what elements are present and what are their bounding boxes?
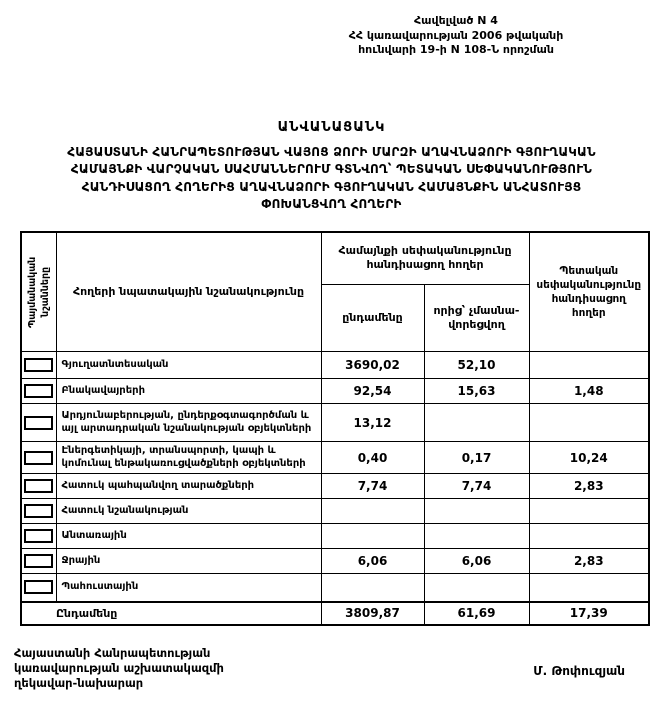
- legend-cell: [21, 524, 56, 549]
- value-non-privatizable: [424, 404, 529, 442]
- value-total: 6,06: [321, 549, 424, 574]
- table-row: [21, 499, 649, 524]
- subtitle-line-4: ՓՈԽԱՆՑՎՈՂ ՀՈՂԵՐԻ: [261, 197, 402, 211]
- subtitle-line-3: ՀԱՆԴԻՍԱՑՈՂ ՀՈՂԵՐԻՑ ԱՂԱՎՆԱՁՈՐԻ ԳՅՈՒՂԱԿԱՆ ՀԱՄԱՅՆՔԻՆ ԱՆՀԱՏՈՒՅՑ: [81, 179, 582, 194]
- signature-block: [14, 646, 625, 691]
- land-category-name: Բնակավայրերի: [56, 379, 321, 404]
- value-total: 92,54: [321, 379, 424, 404]
- col-header-state: Պետական սեփականությունը հանդիսացող հողեր: [529, 232, 649, 352]
- value-total: 7,74: [321, 474, 424, 499]
- value-state: 2,83: [529, 549, 649, 574]
- table-row: [21, 404, 649, 442]
- legend-cell: [21, 352, 56, 379]
- total-value-state: 17,39: [529, 602, 649, 625]
- page-subtitle: [0, 144, 663, 214]
- value-non-privatizable: 15,63: [424, 379, 529, 404]
- legend-cell: [21, 404, 56, 442]
- value-state: [529, 499, 649, 524]
- signatory-title-line-1: Հայաստանի Հանրապետության: [14, 645, 211, 660]
- legend-cell: [21, 474, 56, 499]
- col-header-community-group: Համայնքի սեփականությունը հանդիսացող հողեր: [321, 232, 529, 285]
- table-row: [21, 352, 649, 379]
- annex-line-1: Հավելված N 4: [414, 14, 498, 27]
- land-transfer-table: [20, 231, 650, 626]
- value-non-privatizable: 0,17: [424, 442, 529, 474]
- land-category-name: Ջրային: [56, 549, 321, 574]
- signatory-title: [14, 646, 224, 691]
- legend-box: [24, 416, 53, 430]
- total-label: Ընդամենը: [21, 602, 321, 625]
- subtitle-line-1: ՀԱՅԱՍՏԱՆԻ ՀԱՆՐԱՊԵՏՈՒԹՅԱՆ ՎԱՅՈՑ ՁՈՐԻ ՄԱՐԶԻ ԱՂԱՎՆԱՁՈՐԻ ԳՅՈՒՂԱԿԱՆ: [67, 144, 596, 159]
- value-non-privatizable: [424, 574, 529, 602]
- annex-line-2: ՀՀ կառավարության 2006 թվականի: [348, 28, 564, 42]
- value-total: [321, 524, 424, 549]
- value-state: [529, 404, 649, 442]
- table-row: [21, 549, 649, 574]
- total-value-total: 3809,87: [321, 602, 424, 625]
- annex-line-3: հունվարի 19-ի N 108-Ն որոշման: [358, 43, 554, 56]
- legend-box: [24, 554, 53, 568]
- value-non-privatizable: [424, 524, 529, 549]
- land-category-name: Արդյունաբերության, ընդերքօգտագործման և այլ արտադրական նշանակության օբյեկտների: [56, 404, 321, 442]
- land-category-name: Գյուղատնտեսական: [56, 352, 321, 379]
- value-non-privatizable: 6,06: [424, 549, 529, 574]
- land-category-name: Անտառային: [56, 524, 321, 549]
- col-header-symbols-label: Պայմանական նշանները: [26, 256, 51, 328]
- value-state: 10,24: [529, 442, 649, 474]
- table-row: [21, 379, 649, 404]
- table-row: [21, 574, 649, 602]
- land-category-name: Հատուկ պահպանվող տարածքների: [56, 474, 321, 499]
- value-state: [529, 352, 649, 379]
- value-total: [321, 574, 424, 602]
- col-header-total: ընդամենը: [321, 285, 424, 352]
- signatory-name: Մ. Թոփուզյան: [533, 663, 625, 678]
- land-category-name: Պահուստային: [56, 574, 321, 602]
- value-total: [321, 499, 424, 524]
- col-header-symbols: [21, 232, 56, 352]
- value-total: 13,12: [321, 404, 424, 442]
- value-state: [529, 524, 649, 549]
- legend-cell: [21, 499, 56, 524]
- table-row: [21, 474, 649, 499]
- legend-box: [24, 580, 53, 594]
- page-title: ԱՆՎԱՆԱՑԱՆԿ: [277, 119, 386, 135]
- value-state: 2,83: [529, 474, 649, 499]
- subtitle-line-2: ՀԱՄԱՅՆՔԻ ՎԱՐՉԱԿԱՆ ՍԱՀՄԱՆՆԵՐՈՒՄ ԳՏՆՎՈՂ՝ ՊԵՏԱԿԱՆ ՍԵՓԱԿԱՆՈՒԹՅՈՒՆ: [70, 162, 593, 176]
- value-total: 3690,02: [321, 352, 424, 379]
- legend-box: [24, 358, 53, 372]
- value-non-privatizable: 52,10: [424, 352, 529, 379]
- col-header-non-privatizable: որից՝ չմասնա-վորեցվող: [424, 285, 529, 352]
- legend-cell: [21, 379, 56, 404]
- table-total-row: [21, 602, 649, 625]
- table-row: [21, 442, 649, 474]
- land-category-name: Էներգետիկայի, տրանսպորտի, կապի և կոմունալ ենթակառուցվածքների օբյեկտների: [56, 442, 321, 474]
- signatory-title-line-3: ղեկավար-նախարար: [14, 675, 144, 690]
- legend-box: [24, 504, 53, 518]
- legend-box: [24, 384, 53, 398]
- signatory-title-line-2: կառավարության աշխատակազմի: [14, 660, 224, 675]
- legend-box: [24, 479, 53, 493]
- legend-cell: [21, 574, 56, 602]
- legend-box: [24, 529, 53, 543]
- table-row: [21, 524, 649, 549]
- col-header-purpose: Հողերի նպատակային նշանակությունը: [56, 232, 321, 352]
- value-state: 1,48: [529, 379, 649, 404]
- value-total: 0,40: [321, 442, 424, 474]
- value-state: [529, 574, 649, 602]
- legend-cell: [21, 549, 56, 574]
- legend-cell: [21, 442, 56, 474]
- annex-reference: [261, 14, 651, 58]
- land-category-name: Հատուկ նշանակության: [56, 499, 321, 524]
- value-non-privatizable: [424, 499, 529, 524]
- value-non-privatizable: 7,74: [424, 474, 529, 499]
- legend-box: [24, 451, 53, 465]
- total-value-non-privatizable: 61,69: [424, 602, 529, 625]
